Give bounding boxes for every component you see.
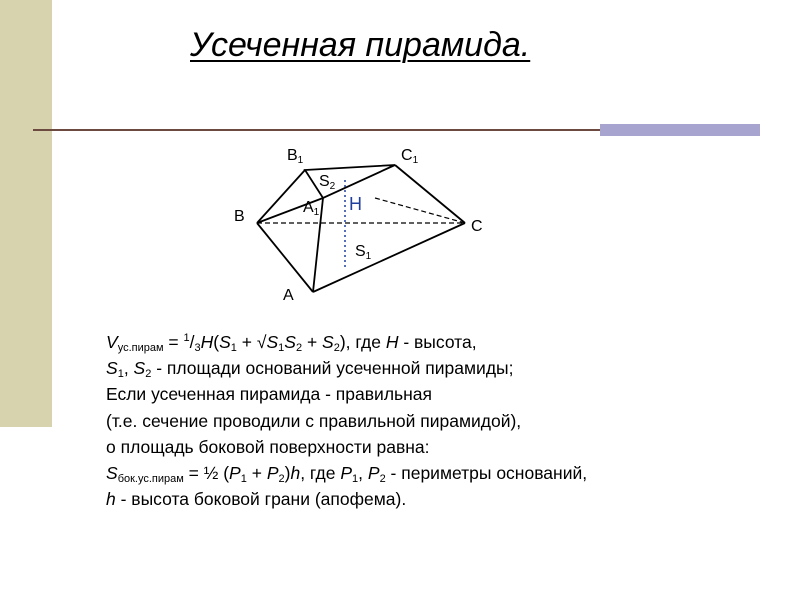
- edge-ba: [257, 223, 313, 292]
- label-s2: S2: [319, 173, 336, 192]
- frustum-diagram: [225, 140, 525, 310]
- regular-condition-line: Если усеченная пирамида - правильная: [106, 384, 433, 405]
- volume-formula-line: $V_{ус.пирам} = ^1/_3H(S_1 + √S_1S_2 + S_2)$, где H - высота,: [106, 332, 477, 354]
- label-c1: C1: [401, 147, 419, 166]
- edge-c1c: [395, 165, 465, 223]
- lateral-area-formula-line: $S_{бок.ус.пирам}$ = ½ $(P_1 + P_2)h$, где $P_1$, $P_2$ - периметры оснований,: [106, 463, 588, 486]
- label-a1: A1: [303, 199, 320, 218]
- hidden-edge-c1c: [375, 198, 465, 223]
- label-a: A: [283, 287, 294, 304]
- label-c: C: [471, 218, 483, 235]
- apothem-line: h - высота боковой грани (апофема).: [106, 489, 407, 510]
- edge-ac: [313, 223, 465, 292]
- base-areas-line: $S_1$, $S_2$ - площади оснований усеченной пирамиды;: [106, 358, 514, 381]
- label-h: H: [349, 194, 362, 214]
- lateral-area-intro-line: о площадь боковой поверхности равна:: [106, 436, 430, 457]
- edge-bb1: [257, 170, 305, 223]
- label-s1: S1: [355, 243, 372, 262]
- page-title: Усеченная пирамида.: [190, 26, 531, 64]
- formula-text-block: [106, 329, 786, 512]
- horizontal-rule-accent: [600, 124, 760, 136]
- left-decorative-bar: [0, 0, 52, 427]
- frustum-figure: [225, 140, 525, 315]
- section-note-line: (т.е. сечение проводили с правильной пирамидой),: [106, 410, 522, 431]
- label-b: B: [234, 208, 245, 225]
- label-b1: B1: [287, 147, 304, 166]
